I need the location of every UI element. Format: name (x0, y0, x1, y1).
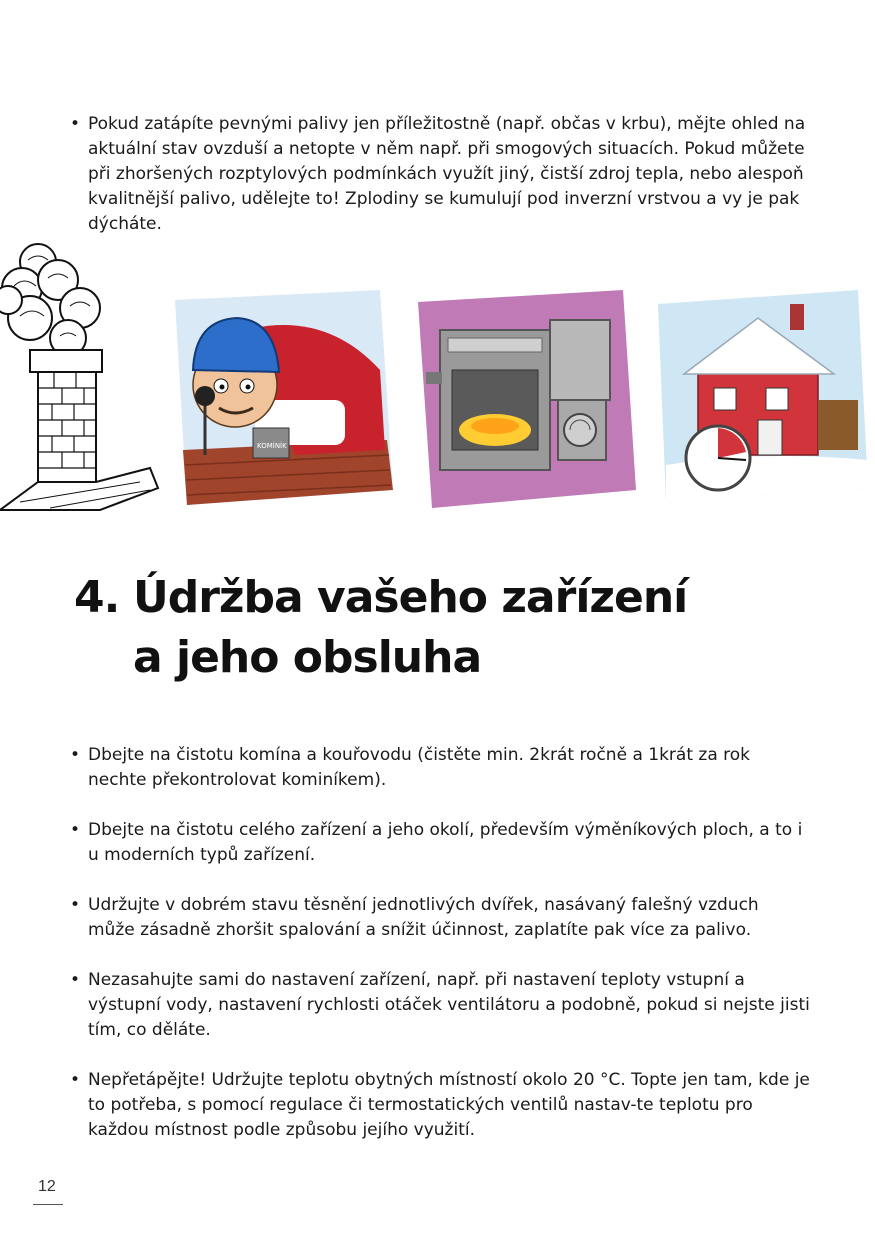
list-item: • Dbejte na čistotu celého zařízení a jeho okolí, především výměníkových ploch, a to i u moderních typů zařízení. (70, 818, 810, 868)
list-item: • Nezasahujte sami do nastavení zařízení, např. při nastavení teploty vstupní a výstupní vody, nastavení rychlosti otáček ventilátoru a podobně, pokud si nejste jisti tím, co děláte. (70, 968, 810, 1043)
list-item: • Udržujte v dobrém stavu těsnění jednotlivých dvířek, nasávaný falešný vzduch může zásadně zhoršit spalování a snížit účinnost, zaplatíte pak více za palivo. (70, 893, 810, 943)
chimney-smoke-illustration (0, 240, 160, 520)
section-number: 4. (74, 572, 120, 623)
intro-bullet-item: • Pokud zatápíte pevnými palivy jen příležitostně (např. občas v krbu), mějte ohled na aktuální stav ovzduší a netopte v něm např. při smogových situacích. Pokud můžete při zhoršených rozptylových podmínkách využít jiný, čistší zdroj tepla, nebo alespoň kvalitnější palivo, udělejte to! Zplodiny se kumulují pod inverzní vrstvou a vy je pak dýcháte. (70, 112, 810, 237)
list-item: • Nepřetápějte! Udržujte teplotu obytných místností okolo 20 °C. Topte jen tam, kde je to potřeba, s pomocí regulace či termostatických ventilů nastav-te teplotu pro každou místnost podle způsobu jejího využití. (70, 1068, 810, 1143)
kominik-box-label: KOMÍNÍK (257, 442, 287, 450)
snowy-house-illustration (658, 290, 868, 505)
intro-bullet-list (70, 112, 810, 237)
chimney-sweep-illustration (175, 290, 393, 508)
section-title-line1: Údržba vašeho zařízení (133, 572, 688, 623)
maintenance-bullet-list (70, 743, 810, 1168)
list-item: • Dbejte na čistotu komína a kouřovodu (čistěte min. 2krát ročně a 1krát za rok nechte překontrolovat kominíkem). (70, 743, 810, 793)
section-title-line2: a jeho obsluha (133, 632, 482, 683)
boiler-illustration (418, 290, 638, 508)
page-number-rule (33, 1204, 63, 1205)
section-heading (74, 568, 687, 688)
page-number: 12 (38, 1178, 56, 1195)
